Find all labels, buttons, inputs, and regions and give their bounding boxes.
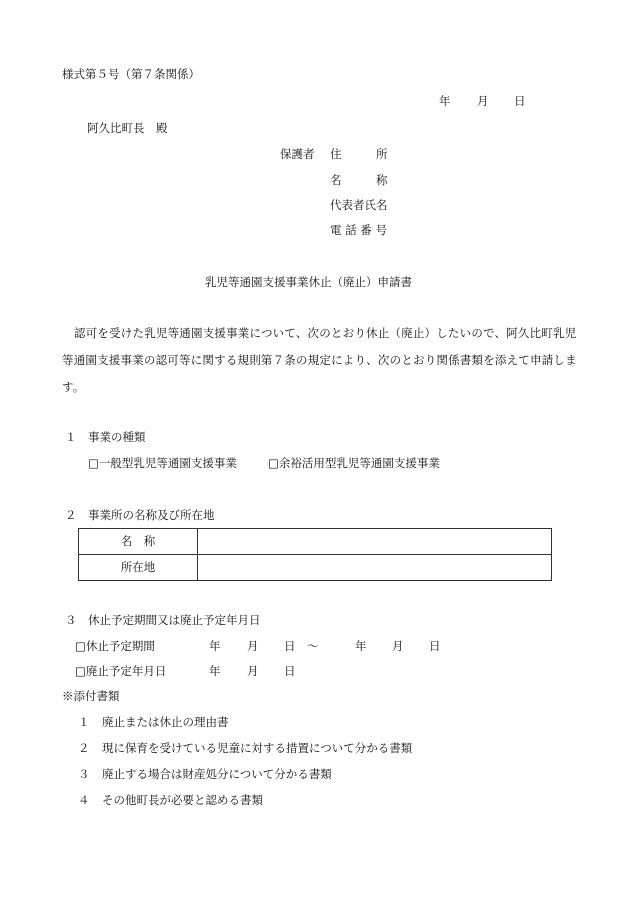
section-business-type-heading: １ 事業の種類 (65, 430, 146, 444)
applicant-role-label: 保護者 (280, 147, 315, 161)
section-period-heading: ３ 休止予定期間又は廃止予定年月日 (65, 613, 261, 627)
attachment-item-number: １ (78, 715, 90, 729)
abolition-day-label: 日 (284, 664, 296, 678)
checkbox-abolition-date[interactable]: □廃止予定年月日 (75, 664, 167, 678)
attachments-heading: ※添付書類 (62, 689, 120, 703)
attachment-item-text: その他町長が必要と認める書類 (102, 793, 263, 807)
attachment-item-text: 現に保育を受けている児童に対する措置について分かる書類 (102, 741, 413, 755)
applicant-name-label: 名 称 (330, 173, 388, 187)
applicant-phone-label: 電 話 番 号 (330, 223, 387, 237)
suspension-day-label: 日 (284, 639, 296, 653)
facility-location-field[interactable] (198, 555, 552, 581)
table-row (79, 529, 552, 555)
section-facility-heading: ２ 事業所の名称及び所在地 (65, 508, 215, 522)
attachment-item-text: 廃止または休止の理由書 (102, 715, 229, 729)
applicant-representative-label: 代表者氏名 (330, 198, 388, 212)
attachment-item-text: 廃止する場合は財産処分について分かる書類 (102, 767, 332, 781)
attachment-item-number: ４ (78, 793, 90, 807)
checkbox-surplus-type[interactable]: □余裕活用型乳児等通園支援事業 (268, 456, 440, 470)
checkbox-general-type[interactable]: □一般型乳児等通園支援事業 (88, 456, 237, 470)
suspension-end-month-label: 月 (392, 639, 404, 653)
body-paragraph: 認可を受けた乳児等通園支援事業について、次のとおり休止（廃止）したいので、阿久比町乳児等通園支援事業の認可等に関する規則第７条の規定により、次のとおり関係書類を添えて申請します。 (62, 326, 577, 394)
abolition-year-label: 年 (209, 664, 221, 678)
date-day-label: 日 (514, 94, 526, 108)
attachment-item-number: ３ (78, 767, 90, 781)
checkbox-suspension-period[interactable]: □休止予定期間 (75, 639, 155, 653)
facility-name-field[interactable] (198, 529, 552, 555)
suspension-year-label: 年 (209, 639, 221, 653)
date-month-label: 月 (477, 94, 489, 108)
document-title: 乳児等通園支援事業休止（廃止）申請書 (205, 275, 412, 289)
facility-name-label: 名 称 (79, 529, 198, 555)
abolition-month-label: 月 (247, 664, 259, 678)
suspension-month-label: 月 (247, 639, 259, 653)
form-number: 様式第５号（第７条関係） (62, 67, 200, 81)
attachment-item-number: ２ (78, 741, 90, 755)
facility-table (78, 528, 552, 581)
addressee: 阿久比町長 殿 (87, 121, 168, 135)
table-row (79, 555, 552, 581)
suspension-range-tilde: ～ (307, 639, 319, 653)
date-year-label: 年 (439, 94, 451, 108)
suspension-end-year-label: 年 (355, 639, 367, 653)
applicant-address-label: 住 所 (330, 147, 388, 161)
facility-location-label: 所在地 (79, 555, 198, 581)
suspension-end-day-label: 日 (429, 639, 441, 653)
